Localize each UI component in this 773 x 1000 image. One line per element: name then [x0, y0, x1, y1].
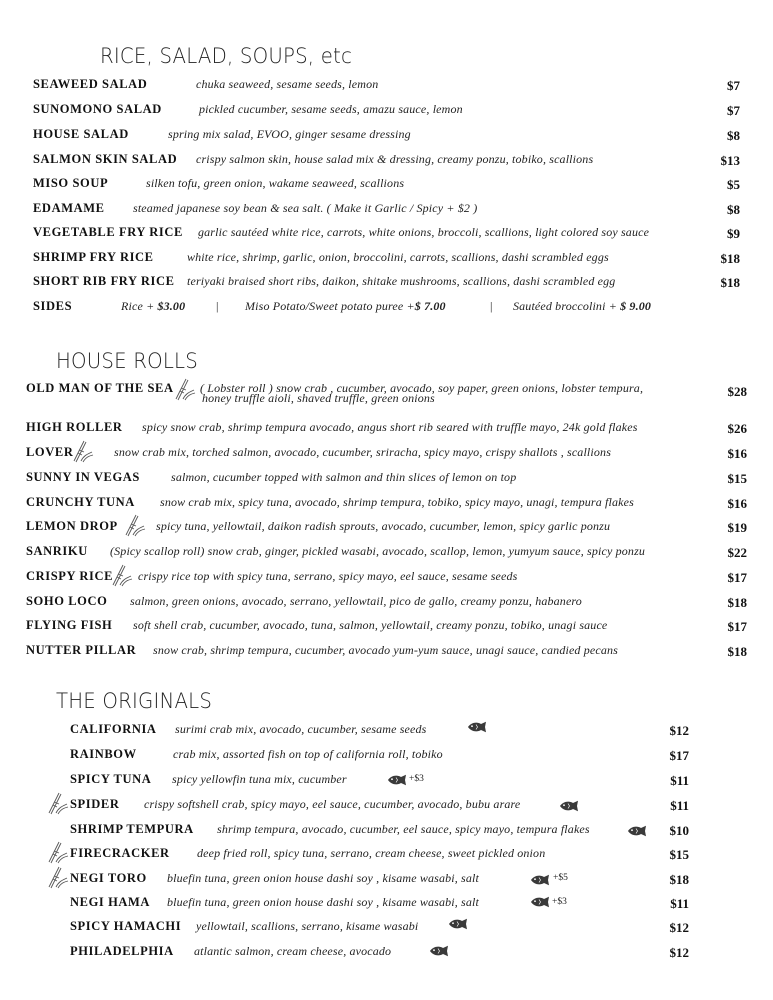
item-description: snow crab mix, spicy tuna, avocado, shrimp tempura, tobiko, spicy mayo, unagi, tempura flakes	[160, 495, 634, 509]
item-price: $18	[727, 644, 747, 659]
menu-item-negi-toro	[0, 870, 773, 894]
item-name: LOVER	[26, 445, 74, 459]
menu-item-edamame	[0, 200, 773, 224]
item-description: chuka seaweed, sesame seeds, lemon	[196, 77, 379, 91]
menu-item-shrimp-fry-rice	[0, 249, 773, 273]
side-broccolini-price: $ 9.00	[620, 299, 652, 313]
menu-item-sunomono-salad	[0, 101, 773, 125]
item-name: SUNOMONO SALAD	[33, 102, 162, 116]
chopsticks-icon	[111, 563, 133, 587]
menu-item-soho-loco	[0, 593, 773, 617]
menu-item-shrimp-tempura	[0, 821, 773, 845]
menu-item-miso-soup	[0, 175, 773, 199]
item-price: $17	[727, 619, 747, 634]
item-price: $10	[669, 823, 689, 838]
item-price: $16	[727, 446, 747, 461]
menu-item-seaweed-salad	[0, 76, 773, 100]
menu-item-short-rib-fry-rice	[0, 273, 773, 297]
side-broccolini-label: Sautéed broccolini +	[513, 299, 621, 313]
item-price: $11	[670, 773, 689, 788]
item-price: $18	[720, 251, 740, 266]
item-description: ( Lobster roll ) snow crab , cucumber, avocado, soy paper, green onions, lobster tempura,	[200, 381, 644, 395]
menu-item-flying-fish	[0, 617, 773, 641]
item-description-line-2: honey truffle aioli, shaved truffle, green onions	[202, 391, 435, 405]
chopsticks-icon	[174, 377, 196, 401]
menu-item-spicy-tuna	[0, 771, 773, 795]
item-name: SHRIMP FRY RICE	[33, 250, 154, 264]
fish-icon	[529, 896, 551, 908]
item-description: yellowtail, scallions, serrano, kisame wasabi	[196, 919, 419, 933]
item-price: $22	[727, 545, 747, 560]
item-price: $28	[727, 384, 747, 399]
sides-row	[0, 298, 773, 322]
item-price: $8	[727, 202, 740, 217]
item-description: teriyaki braised short ribs, daikon, shitake mushrooms, scallions, dashi scrambled egg	[187, 274, 616, 288]
chopsticks-icon	[124, 513, 146, 537]
menu-item-vegetable-fry-rice	[0, 224, 773, 248]
item-price: $17	[727, 570, 747, 585]
item-price: $16	[727, 496, 747, 511]
menu-item-crispy-rice	[0, 568, 773, 592]
item-description: crispy rice top with spicy tuna, serrano, spicy mayo, eel sauce, sesame seeds	[138, 569, 518, 583]
item-description: salmon, cucumber topped with salmon and thin slices of lemon on top	[171, 470, 517, 484]
item-description: shrimp tempura, avocado, cucumber, eel sauce, spicy mayo, tempura flakes	[217, 822, 590, 836]
chopsticks-icon	[72, 439, 94, 463]
item-description: crispy softshell crab, spicy mayo, eel sauce, cucumber, avocado, bubu arare	[144, 797, 521, 811]
item-description: crab mix, assorted fish on top of california roll, tobiko	[173, 747, 443, 761]
item-name: LEMON DROP	[26, 519, 118, 533]
item-name: EDAMAME	[33, 201, 105, 215]
item-price: $7	[727, 78, 740, 93]
item-description: bluefin tuna, green onion house dashi soy , kisame wasabi, salt	[167, 895, 479, 909]
menu-item-sunny-in-vegas	[0, 469, 773, 493]
menu-item-salmon-skin-salad	[0, 151, 773, 175]
item-description: deep fried roll, spicy tuna, serrano, cream cheese, sweet pickled onion	[197, 846, 546, 860]
item-price: $9	[727, 226, 740, 241]
item-price: $12	[669, 945, 689, 960]
item-name: SOHO LOCO	[26, 594, 108, 608]
item-description: soft shell crab, cucumber, avocado, tuna, salmon, yellowtail, creamy ponzu, tobiko, unagi sauce	[133, 618, 608, 632]
side-miso-potato-price: $ 7.00	[414, 299, 446, 313]
item-name: CALIFORNIA	[70, 722, 157, 736]
item-price: $17	[669, 748, 689, 763]
chopsticks-icon	[47, 840, 69, 864]
item-name: VEGETABLE FRY RICE	[33, 225, 183, 239]
item-description: snow crab, shrimp tempura, cucumber, avocado yum-yum sauce, unagi sauce, candied pecans	[153, 643, 618, 657]
item-description: steamed japanese soy bean & sea salt. ( Make it Garlic / Spicy + $2 )	[133, 201, 478, 215]
side-miso-potato	[245, 298, 446, 314]
item-price: $8	[727, 128, 740, 143]
item-description: spicy tuna, yellowtail, daikon radish sprouts, avocado, cucumber, lemon, spicy garlic ponzu	[156, 519, 611, 533]
item-name: HOUSE SALAD	[33, 127, 129, 141]
item-name: NEGI HAMA	[70, 895, 151, 909]
item-price: $15	[727, 471, 747, 486]
price-supplement: +$3	[409, 774, 424, 784]
item-price: $11	[670, 798, 689, 813]
item-name: SPICY TUNA	[70, 772, 152, 786]
item-price: $19	[727, 520, 747, 535]
item-price: $12	[669, 920, 689, 935]
item-description: snow crab mix, torched salmon, avocado, cucumber, sriracha, spicy mayo, crispy shallots , scallions	[114, 445, 612, 459]
menu-item-rainbow	[0, 746, 773, 770]
menu-item-old-man-of-the-sea	[0, 380, 773, 404]
section-title-the-originals: THE ORIGINALS	[56, 689, 213, 713]
chopsticks-icon	[47, 791, 69, 815]
item-price: $7	[727, 103, 740, 118]
section-title-rice-salad-soups: RICE, SALAD, SOUPS, etc	[100, 44, 353, 68]
menu-item-lemon-drop	[0, 518, 773, 542]
fish-icon	[626, 825, 648, 837]
side-broccolini	[513, 298, 651, 314]
item-price: $15	[669, 847, 689, 862]
item-description: spring mix salad, EVOO, ginger sesame dressing	[168, 127, 411, 141]
item-price: $5	[727, 177, 740, 192]
item-name: FIRECRACKER	[70, 846, 170, 860]
item-description: silken tofu, green onion, wakame seaweed, scallions	[146, 176, 405, 190]
menu-item-negi-hama	[0, 894, 773, 918]
menu-item-nutter-pillar	[0, 642, 773, 666]
side-rice-price: $3.00	[157, 299, 186, 313]
menu-item-philadelphia	[0, 943, 773, 967]
menu-item-high-roller	[0, 419, 773, 443]
item-name: NUTTER PILLAR	[26, 643, 137, 657]
item-description: bluefin tuna, green onion house dashi soy , kisame wasabi, salt	[167, 871, 479, 885]
menu-item-spicy-hamachi	[0, 918, 773, 942]
item-description: pickled cucumber, sesame seeds, amazu sauce, lemon	[199, 102, 463, 116]
price-supplement: +$3	[552, 897, 567, 907]
item-name: SHRIMP TEMPURA	[70, 822, 194, 836]
item-name: SPIDER	[70, 797, 120, 811]
item-price: $18	[727, 595, 747, 610]
item-price: $18	[669, 872, 689, 887]
item-price: $12	[669, 723, 689, 738]
fish-icon	[529, 874, 551, 886]
item-name: SALMON SKIN SALAD	[33, 152, 178, 166]
item-price: $18	[720, 275, 740, 290]
fish-icon	[386, 774, 408, 786]
item-price: $11	[670, 896, 689, 911]
item-description: crispy salmon skin, house salad mix & dressing, creamy ponzu, tobiko, scallions	[196, 152, 594, 166]
fish-icon	[447, 918, 469, 930]
sides-separator: |	[490, 299, 493, 313]
menu-item-california	[0, 721, 773, 745]
item-description: (Spicy scallop roll) snow crab, ginger, pickled wasabi, avocado, scallop, lemon, yumyum sauce, spicy ponzu	[110, 544, 646, 558]
item-description: salmon, green onions, avocado, serrano, yellowtail, pico de gallo, creamy ponzu, habanero	[130, 594, 582, 608]
item-name: HIGH ROLLER	[26, 420, 123, 434]
fish-icon	[558, 800, 580, 812]
item-name: PHILADELPHIA	[70, 944, 174, 958]
menu-item-spider	[0, 796, 773, 820]
menu-item-crunchy-tuna	[0, 494, 773, 518]
section-title-house-rolls: HOUSE ROLLS	[56, 349, 198, 373]
item-name: SANRIKU	[26, 544, 88, 558]
item-description: spicy snow crab, shrimp tempura avocado, angus short rib seared with truffle mayo, 24k gold flakes	[142, 420, 638, 434]
item-name: OLD MAN OF THE SEA	[26, 381, 174, 395]
item-name: NEGI TORO	[70, 871, 147, 885]
menu-item-firecracker	[0, 845, 773, 869]
sides-separator: |	[216, 299, 219, 313]
price-supplement: +$5	[553, 873, 568, 883]
fish-icon	[466, 721, 488, 733]
chopsticks-icon	[47, 865, 69, 889]
item-price: $13	[720, 153, 740, 168]
menu-item-lover	[0, 444, 773, 468]
item-name: CRISPY RICE	[26, 569, 114, 583]
fish-icon	[428, 945, 450, 957]
item-name: SPICY HAMACHI	[70, 919, 182, 933]
item-description: spicy yellowfin tuna mix, cucumber	[172, 772, 347, 786]
item-name: CRUNCHY TUNA	[26, 495, 135, 509]
item-name: SHORT RIB FRY RICE	[33, 274, 175, 288]
item-name: MISO SOUP	[33, 176, 109, 190]
item-name: SUNNY IN VEGAS	[26, 470, 140, 484]
sides-label: SIDES	[33, 299, 73, 313]
side-rice-label: Rice +	[121, 299, 158, 313]
item-description: white rice, shrimp, garlic, onion, broccolini, carrots, scallions, dashi scrambled eggs	[187, 250, 609, 264]
item-name: SEAWEED SALAD	[33, 77, 148, 91]
item-description: atlantic salmon, cream cheese, avocado	[194, 944, 392, 958]
item-price: $26	[727, 421, 747, 436]
side-miso-potato-label: Miso Potato/Sweet potato puree +	[245, 299, 415, 313]
side-rice	[121, 298, 185, 314]
item-name: FLYING FISH	[26, 618, 113, 632]
item-description: surimi crab mix, avocado, cucumber, sesame seeds	[175, 722, 427, 736]
menu-item-house-salad	[0, 126, 773, 150]
item-name: RAINBOW	[70, 747, 137, 761]
item-description: garlic sautéed white rice, carrots, white onions, broccoli, scallions, light colored soy sauce	[198, 225, 650, 239]
